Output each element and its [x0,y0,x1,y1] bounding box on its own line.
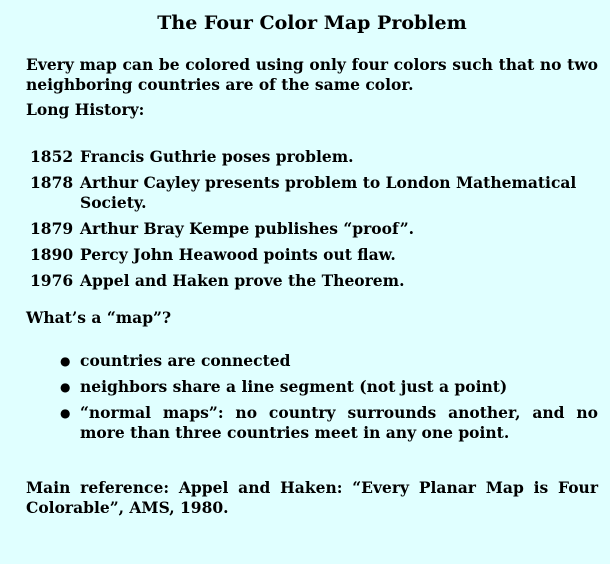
timeline-event: Appel and Haken prove the Theorem. [80,271,405,290]
timeline-event: Arthur Bray Kempe publishes “proof”. [80,219,415,238]
timeline-year: 1878 [30,173,74,192]
map-definition-list [60,351,598,443]
timeline-entry [30,271,598,291]
timeline-year: 1976 [30,271,74,290]
intro-paragraph: Every map can be colored using only four colors such that no two neighboring countries are of the same color. [26,55,598,94]
timeline-entry [30,173,598,213]
list-item-text: “normal maps”: no country surrounds another, and no more than three countries meet in any one point. [80,403,598,442]
map-question: What’s a “map”? [26,308,172,327]
list-item [60,377,598,397]
bullet-icon: ● [60,354,71,368]
history-timeline [30,147,598,291]
list-item-text: countries are connected [80,351,291,370]
timeline-entry [30,219,598,239]
timeline-entry [30,147,598,167]
slide [26,10,598,518]
bullet-icon: ● [60,406,71,420]
list-item [60,351,598,371]
history-heading: Long History: [26,100,145,119]
timeline-entry [30,245,598,265]
timeline-year: 1852 [30,147,74,166]
list-item [60,403,598,443]
main-reference: Main reference: Appel and Haken: “Every Planar Map is Four Colorable”, AMS, 1980. [26,478,598,517]
timeline-event: Francis Guthrie poses problem. [80,147,354,166]
timeline-event: Percy John Heawood points out flaw. [80,245,396,264]
timeline-year: 1879 [30,219,74,238]
list-item-text: neighbors share a line segment (not just a point) [80,377,508,396]
timeline-year: 1890 [30,245,74,264]
page-title: The Four Color Map Problem [157,12,467,34]
bullet-icon: ● [60,380,71,394]
timeline-event: Arthur Cayley presents problem to London Mathematical Society. [80,173,577,212]
